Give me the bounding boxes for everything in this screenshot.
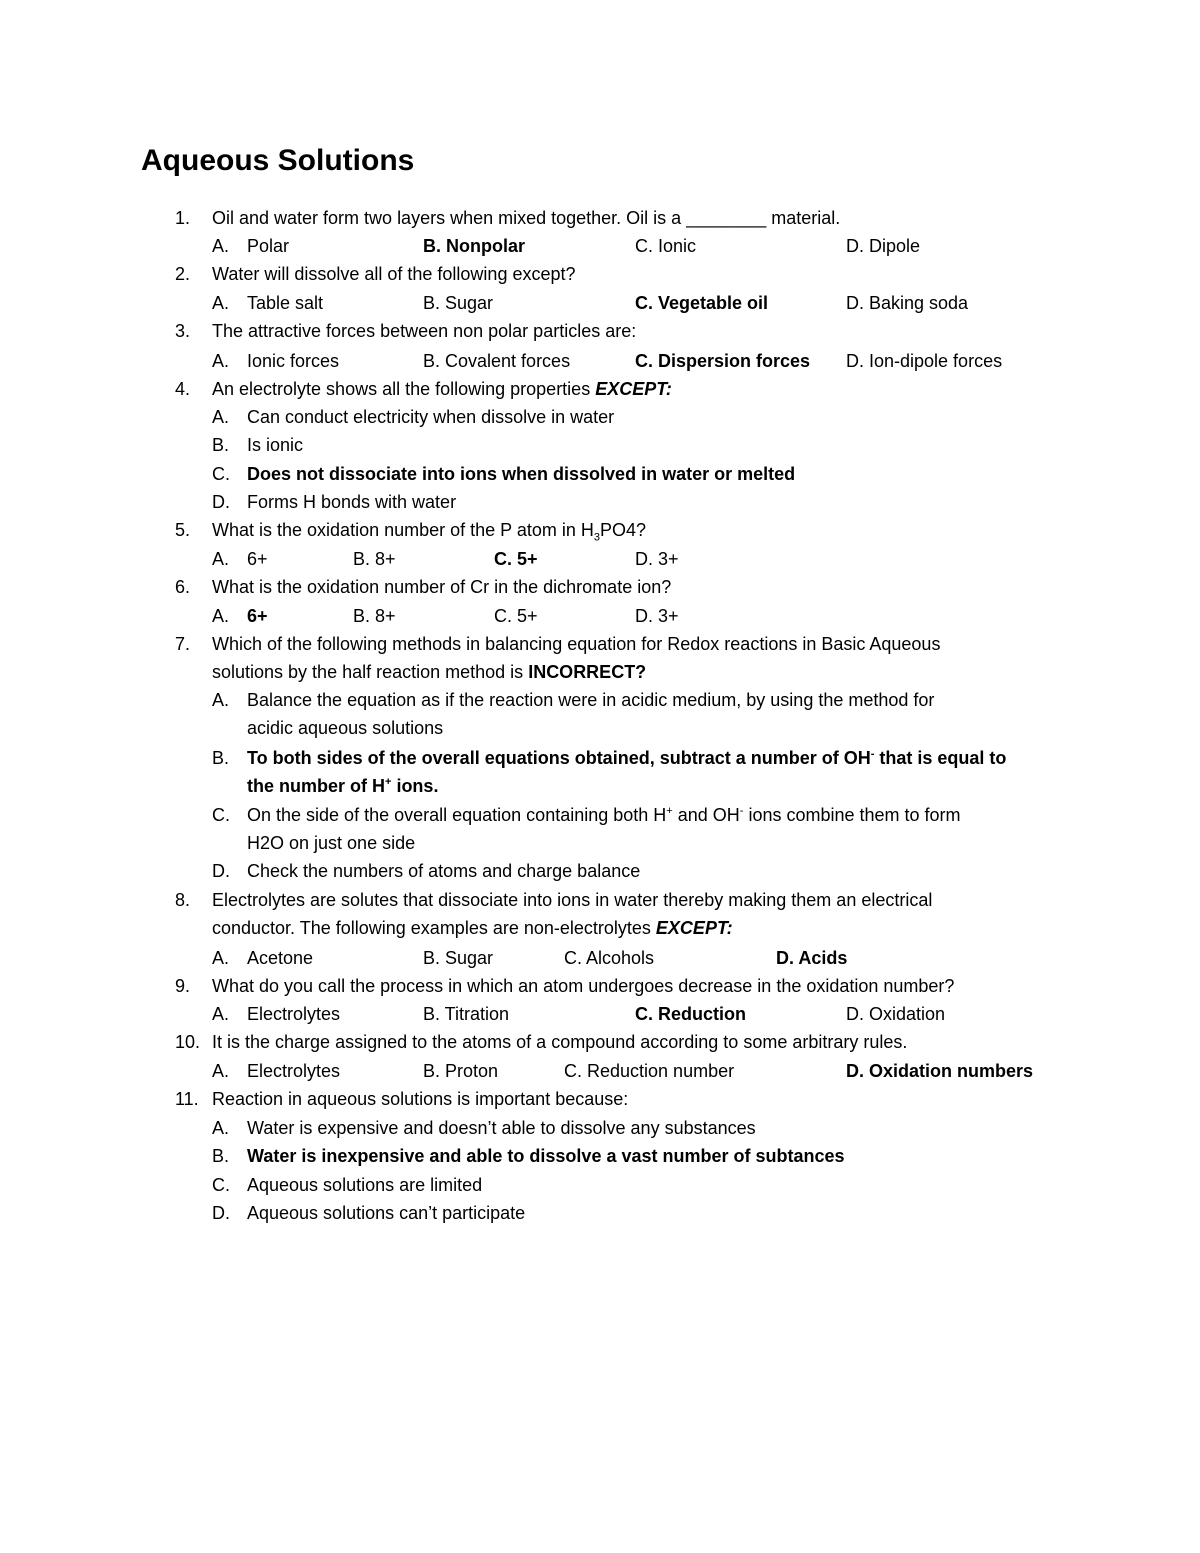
option-b [247,747,1006,769]
option-b-text-end: ions. [391,776,439,796]
question-text: What do you call the process in which an atom undergoes decrease in the oxidation number? [212,976,955,996]
option-a: Acetone [247,948,314,968]
option-c: C. Dispersion forces [635,351,811,371]
option-letter: D. [212,861,230,881]
option-a: 6+ [247,606,268,626]
option-b: B. Titration [423,1004,510,1024]
option-b: Is ionic [247,435,304,455]
option-a: 6+ [247,549,268,569]
question-text-line2 [212,917,733,939]
question-number: 2. [175,264,191,284]
option-letter: A. [212,1118,230,1138]
option-c: C. Vegetable oil [635,293,769,313]
option-b: B. Proton [423,1061,499,1081]
option-a: Can conduct electricity when dissolve in water [247,407,615,427]
question-text-main: An electrolyte shows all the following properties [212,379,596,399]
option-a: Electrolytes [247,1061,341,1081]
option-d: D. Oxidation numbers [846,1061,1034,1081]
option-c: Does not dissociate into ions when dissolved in water or melted [247,464,796,484]
option-b-line2 [247,775,438,797]
superscript: + [385,776,392,788]
option-c-text-end: ions combine them to form [743,805,961,825]
option-letter: A. [212,293,230,313]
option-a: Polar [247,236,290,256]
option-c: C. Reduction number [564,1061,735,1081]
option-a: Water is expensive and doesn’t able to dissolve any substances [247,1118,756,1138]
option-letter: A. [212,407,230,427]
option-a: Electrolytes [247,1004,341,1024]
option-c: C. 5+ [494,549,538,569]
option-letter: B. [212,435,230,455]
question-number: 4. [175,379,191,399]
page-title: Aqueous Solutions [141,144,415,177]
option-d: D. Oxidation [846,1004,946,1024]
option-d: Forms H bonds with water [247,492,457,512]
question-number: 9. [175,976,191,996]
option-letter: C. [212,1175,230,1195]
option-c [247,804,961,826]
question-text-main: solutions by the half reaction method is [212,662,529,682]
option-d: D. Dipole [846,236,921,256]
question-number: 11. [175,1089,199,1109]
question-text: The attractive forces between non polar particles are: [212,321,637,341]
option-d: D. Baking soda [846,293,969,313]
question-text [212,519,647,544]
option-c: Aqueous solutions are limited [247,1175,483,1195]
option-b: B. Nonpolar [423,236,525,256]
superscript: + [666,805,673,817]
superscript: - [870,748,875,760]
option-d: D. 3+ [635,549,679,569]
option-letter: A. [212,690,230,710]
option-letter: B. [212,748,230,768]
option-letter: D. [212,492,230,512]
superscript: - [739,805,744,817]
option-a-line2: acidic aqueous solutions [247,718,444,738]
option-c-line2: H2O on just one side [247,833,416,853]
option-b: B. Sugar [423,948,494,968]
question-text-end: PO4? [600,520,647,540]
option-d: D. Ion-dipole forces [846,351,1003,371]
option-letter: A. [212,1004,230,1024]
question-number: 8. [175,890,191,910]
question-text: It is the charge assigned to the atoms of a compound according to some arbitrary rules. [212,1032,908,1052]
question-number: 6. [175,577,191,597]
question-text: Oil and water form two layers when mixed together. Oil is a ________ material. [212,208,841,228]
question-number: 1. [175,208,191,228]
option-b-text: To both sides of the overall equations obtained, subtract a number of OH [247,748,871,768]
option-letter: C. [212,805,230,825]
question-text: Electrolytes are solutes that dissociate into ions in water thereby making them an electrical [212,890,933,910]
question-number: 10. [175,1032,201,1052]
question-number: 7. [175,634,191,654]
option-letter: A. [212,948,230,968]
option-letter: A. [212,1061,230,1081]
option-c: C. Reduction [635,1004,746,1024]
option-a: Ionic forces [247,351,340,371]
option-c: C. 5+ [494,606,538,626]
option-letter: D. [212,1203,230,1223]
option-d: Aqueous solutions can’t participate [247,1203,526,1223]
emphasis-except: EXCEPT: [655,918,733,938]
option-d: Check the numbers of atoms and charge balance [247,861,641,881]
option-a: Balance the equation as if the reaction were in acidic medium, by using the method for [247,690,935,710]
question-number: 5. [175,520,191,540]
option-c-text-mid: and OH [672,805,740,825]
question-text-main: conductor. The following examples are non-electrolytes [212,918,656,938]
option-c: C. Alcohols [564,948,655,968]
question-text-main: What is the oxidation number of the P atom in H [212,520,594,540]
question-text: Water will dissolve all of the following except? [212,264,576,284]
question-text: What is the oxidation number of Cr in the dichromate ion? [212,577,672,597]
option-b-text: the number of H [247,776,385,796]
option-b: B. Covalent forces [423,351,571,371]
option-d: D. 3+ [635,606,679,626]
option-letter: B. [212,1146,230,1166]
question-number: 3. [175,321,191,341]
question-text-line2 [212,661,646,683]
option-b: Water is inexpensive and able to dissolve a vast number of subtances [247,1146,845,1166]
option-b: B. 8+ [353,606,396,626]
emphasis-except: EXCEPT: [595,379,672,399]
question-text: Reaction in aqueous solutions is important because: [212,1089,629,1109]
option-b: B. Sugar [423,293,494,313]
option-a: Table salt [247,293,324,313]
question-text [212,378,672,400]
option-letter: A. [212,236,230,256]
option-b: B. 8+ [353,549,396,569]
emphasis-incorrect: INCORRECT? [528,662,647,682]
option-c-text: On the side of the overall equation containing both H [247,805,667,825]
option-letter: C. [212,464,230,484]
option-d: D. Acids [776,948,848,968]
option-c: C. Ionic [635,236,697,256]
option-letter: A. [212,351,230,371]
option-letter: A. [212,606,230,626]
subscript: 3 [593,531,600,544]
option-b-text-end: that is equal to [874,748,1007,768]
question-text: Which of the following methods in balancing equation for Redox reactions in Basic Aqueous [212,634,941,654]
option-letter: A. [212,549,230,569]
